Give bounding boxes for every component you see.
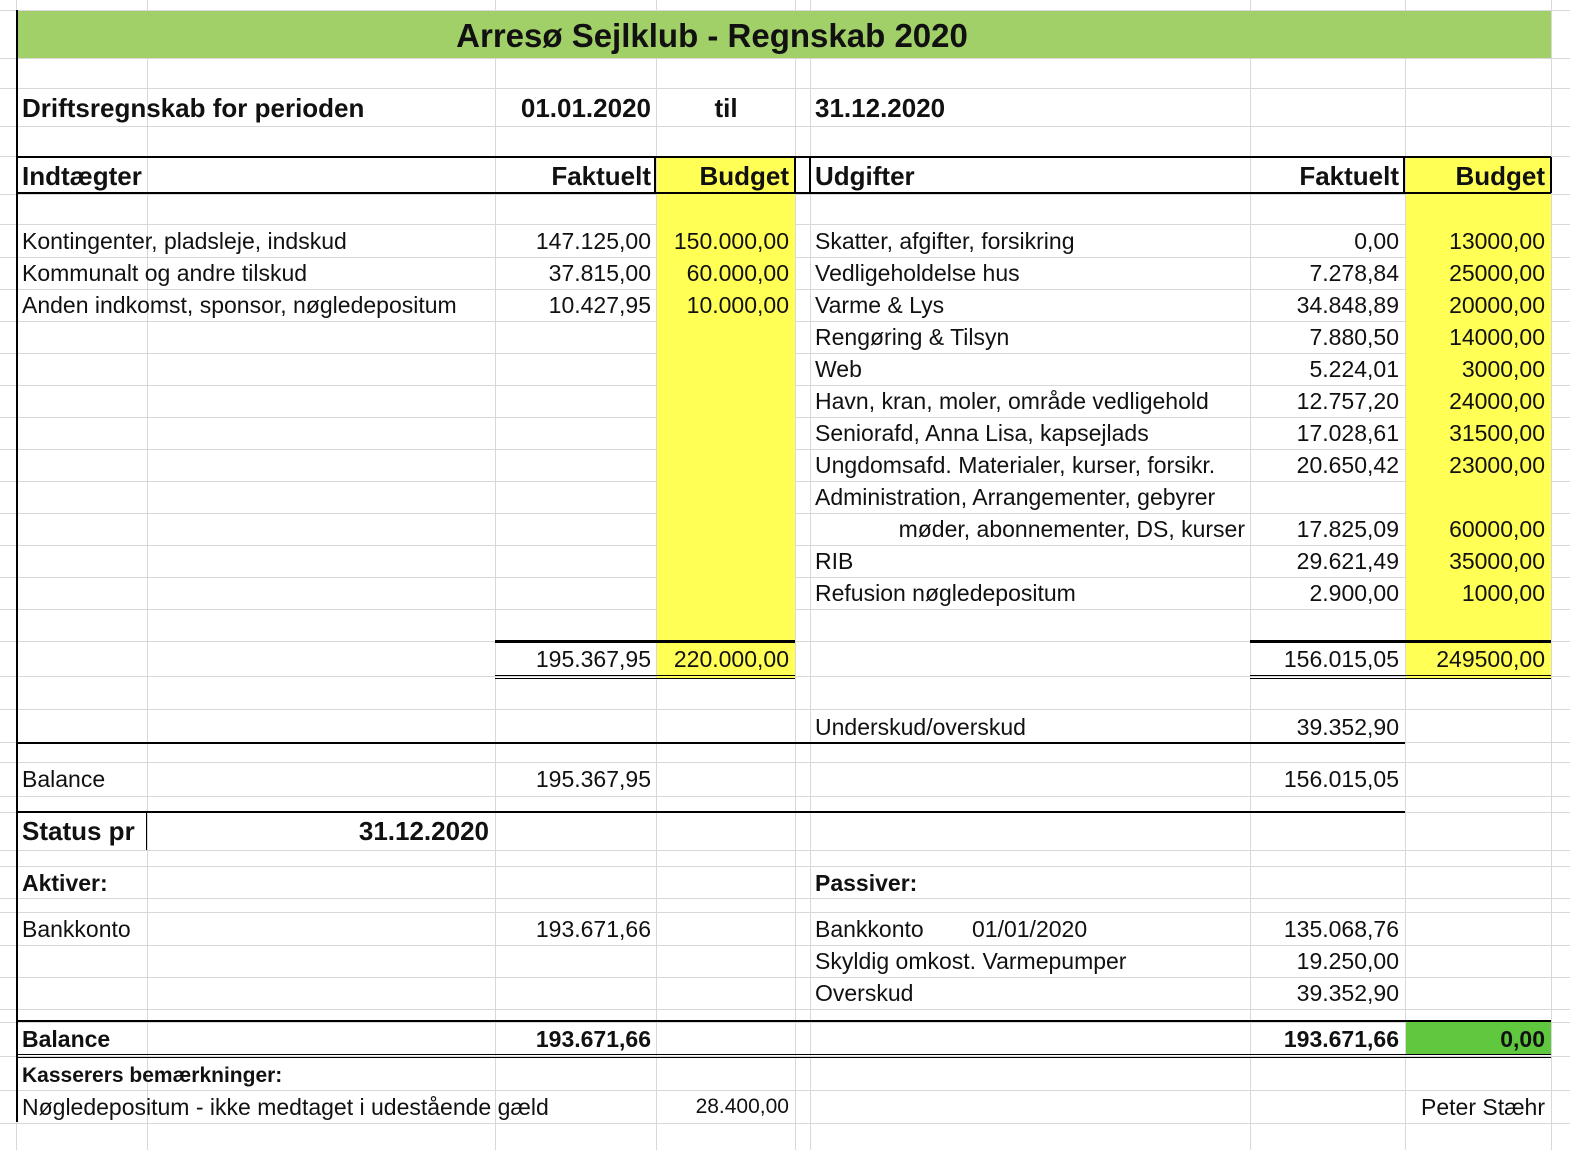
expense-row-actual: 34.848,89: [1296, 292, 1399, 318]
expense-row-actual: 2.900,00: [1309, 580, 1399, 606]
income-total-budget: 220.000,00: [673, 646, 789, 672]
period-til: til: [714, 93, 738, 123]
expense-row-label: Ungdomsafd. Materialer, kurser, forsikr.: [815, 452, 1216, 478]
expense-row-label: Seniorafd, Anna Lisa, kapsejlads: [815, 420, 1149, 446]
expense-row-actual: 7.880,50: [1309, 324, 1399, 350]
expense-row-actual: 17.028,61: [1296, 420, 1399, 446]
final-balance-liabilities: 193.671,66: [1283, 1026, 1399, 1052]
assets-bank-value: 193.671,66: [535, 916, 651, 942]
expense-row-budget: 24000,00: [1449, 388, 1545, 414]
income-row-label: Kommunalt og andre tilskud: [22, 260, 308, 286]
expense-row-label: Havn, kran, moler, område vedligehold: [815, 388, 1209, 414]
liabilities-row-label: Skyldig omkost. Varmepumper: [815, 948, 1127, 974]
remarks-text: Nøgledepositum - ikke medtaget i udestående gæld: [22, 1094, 549, 1120]
expense-row-budget: 13000,00: [1449, 228, 1545, 254]
liabilities-bank-label: Bankkonto: [815, 916, 924, 942]
balance-label: Balance: [22, 766, 106, 792]
result-value: 39.352,90: [1296, 714, 1399, 740]
expense-row-actual: 12.757,20: [1296, 388, 1399, 414]
expense-row-label: Web: [815, 356, 862, 382]
expense-row-budget: 1000,00: [1461, 580, 1545, 606]
liabilities-row-label: Overskud: [815, 980, 914, 1006]
expense-row-budget: 35000,00: [1449, 548, 1545, 574]
signature: Peter Stæhr: [1421, 1094, 1545, 1120]
balance-income: 195.367,95: [535, 766, 651, 792]
liabilities-bank-date: 01/01/2020: [972, 916, 1088, 942]
expense-row-label: Refusion nøgledepositum: [815, 580, 1076, 606]
period-to: 31.12.2020: [815, 93, 946, 123]
expense-total-budget: 249500,00: [1436, 646, 1545, 672]
liabilities-row-value: 39.352,90: [1296, 980, 1399, 1006]
expense-row-label: Administration, Arrangementer, gebyrer: [815, 484, 1216, 510]
income-row-actual: 37.815,00: [548, 260, 651, 286]
sheet-title: Arresø Sejlklub - Regnskab 2020: [456, 17, 968, 54]
expense-row-budget: 14000,00: [1449, 324, 1545, 350]
expense-row-label: Rengøring & Tilsyn: [815, 324, 1010, 350]
income-heading: Indtægter: [22, 161, 142, 191]
expense-row-actual: 29.621,49: [1296, 548, 1399, 574]
expense-row-actual: 17.825,09: [1296, 516, 1399, 542]
expense-heading: Udgifter: [815, 161, 915, 191]
income-row-budget: 10.000,00: [686, 292, 789, 318]
expense-row-actual: 7.278,84: [1309, 260, 1399, 286]
liabilities-bank-value: 135.068,76: [1283, 916, 1399, 942]
liabilities-row-value: 19.250,00: [1296, 948, 1399, 974]
expense-row-budget: 25000,00: [1449, 260, 1545, 286]
expense-row-label-continued: møder, abonnementer, DS, kurser: [898, 516, 1245, 542]
expense-row-budget: 3000,00: [1461, 356, 1545, 382]
expense-actual-header: Faktuelt: [1299, 161, 1399, 191]
status-label: Status pr: [22, 816, 135, 846]
income-row-budget: 150.000,00: [673, 228, 789, 254]
expense-row-label: RIB: [815, 548, 854, 574]
income-row-budget: 60.000,00: [686, 260, 789, 286]
status-date: 31.12.2020: [358, 816, 489, 846]
income-budget-header: Budget: [699, 161, 789, 191]
period-label: Driftsregnskab for perioden: [22, 93, 365, 123]
final-balance-label: Balance: [22, 1026, 111, 1052]
final-balance-assets: 193.671,66: [535, 1026, 651, 1052]
expense-row-budget: 60000,00: [1449, 516, 1545, 542]
expense-budget-header: Budget: [1455, 161, 1545, 191]
remarks-heading: Kasserers bemærkninger:: [22, 1064, 283, 1087]
expense-row-actual: 0,00: [1354, 228, 1399, 254]
assets-bank-label: Bankkonto: [22, 916, 131, 942]
expense-row-budget: 23000,00: [1449, 452, 1545, 478]
expense-total-actual: 156.015,05: [1283, 646, 1399, 672]
expense-row-budget: 31500,00: [1449, 420, 1545, 446]
expense-row-actual: 5.224,01: [1309, 356, 1399, 382]
remarks-amount: 28.400,00: [695, 1095, 789, 1118]
expense-row-label: Varme & Lys: [815, 292, 945, 318]
income-row-label: Kontingenter, pladsleje, indskud: [22, 228, 347, 254]
expense-row-label: Vedligeholdelse hus: [815, 260, 1020, 286]
income-total-actual: 195.367,95: [535, 646, 651, 672]
balance-expense: 156.015,05: [1283, 766, 1399, 792]
income-row-actual: 147.125,00: [535, 228, 651, 254]
expense-row-actual: 20.650,42: [1296, 452, 1399, 478]
result-label: Underskud/overskud: [815, 714, 1026, 740]
balance-difference: 0,00: [1500, 1026, 1545, 1052]
period-from: 01.01.2020: [520, 93, 651, 123]
assets-heading: Aktiver:: [22, 870, 108, 896]
expense-row-budget: 20000,00: [1449, 292, 1545, 318]
income-row-label: Anden indkomst, sponsor, nøgledepositum: [22, 292, 457, 318]
expense-row-label: Skatter, afgifter, forsikring: [815, 228, 1075, 254]
income-actual-header: Faktuelt: [551, 161, 651, 191]
income-row-actual: 10.427,95: [548, 292, 651, 318]
liabilities-heading: Passiver:: [815, 870, 918, 896]
